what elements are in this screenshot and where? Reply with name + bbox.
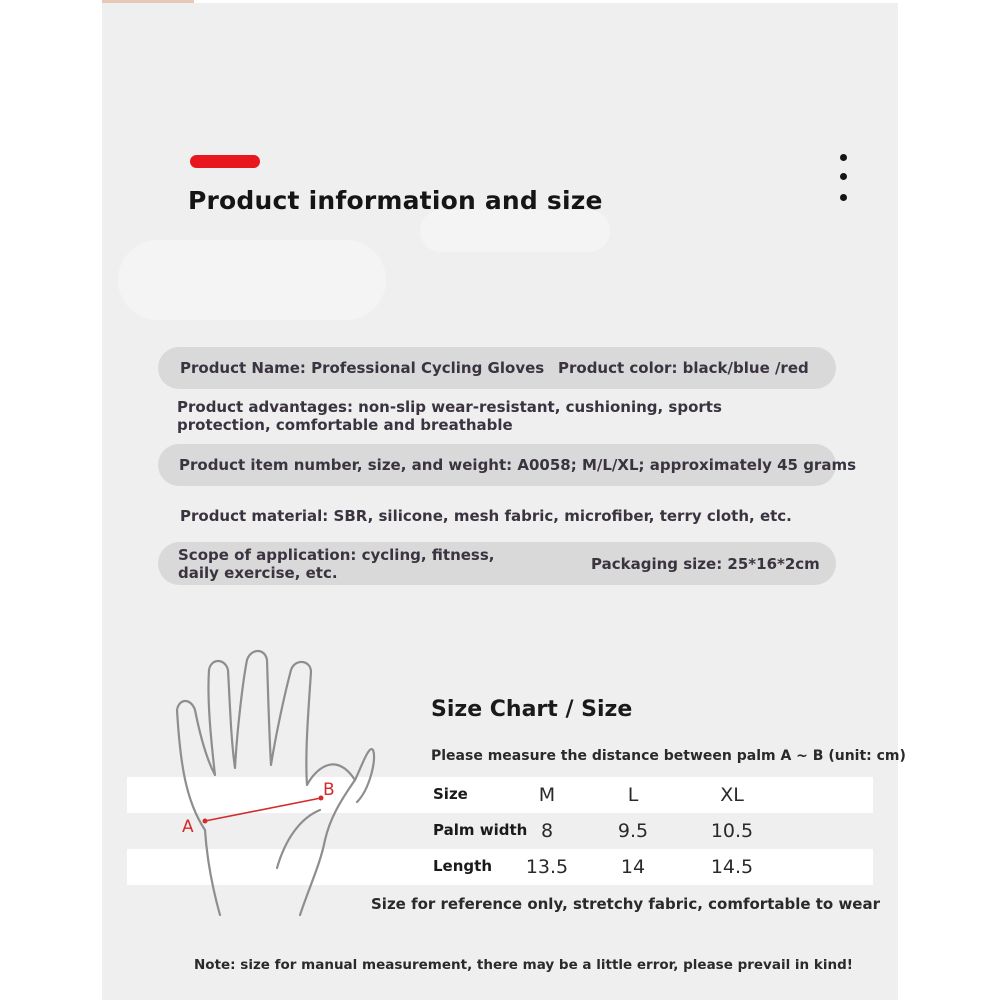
page-title: Product information and size xyxy=(188,186,603,215)
point-a-label: A xyxy=(182,817,194,837)
product-material: Product material: SBR, silicone, mesh fabric, microfiber, terry cloth, etc. xyxy=(180,507,792,525)
info-row-material xyxy=(158,495,836,537)
column-header-size: Size xyxy=(433,785,468,803)
info-row-name-color xyxy=(158,347,836,389)
menu-dot xyxy=(840,173,847,180)
column-header-l: L xyxy=(627,784,639,806)
info-row-scope-packaging xyxy=(158,542,836,585)
more-vertical-icon[interactable] xyxy=(836,152,852,206)
table-row xyxy=(127,849,873,885)
size-chart-title: Size Chart / Size xyxy=(431,697,633,722)
product-item-number: Product item number, size, and weight: A0058; M/L/XL; approximately 45 grams xyxy=(179,456,857,474)
column-header-xl: XL xyxy=(720,784,744,806)
info-row-item xyxy=(158,444,857,486)
measurement-disclaimer: Note: size for manual measurement, there may be a little error, please prevail in kind! xyxy=(194,957,853,973)
info-row-advantages xyxy=(158,396,836,438)
size-reference-note: Size for reference only, stretchy fabric, comfortable to wear xyxy=(371,895,881,913)
row-label-palm-width: Palm width xyxy=(433,821,528,839)
column-header-m: M xyxy=(538,784,556,806)
product-color: Product color: black/blue /red xyxy=(558,359,809,377)
table-row xyxy=(127,813,873,849)
product-name: Product Name: Professional Cycling Gloves xyxy=(180,359,545,377)
table-header-row xyxy=(127,777,873,813)
heading-accent-bar xyxy=(190,155,260,168)
table-cell: 13.5 xyxy=(525,856,569,878)
point-b-label: B xyxy=(323,780,335,800)
background-smudge xyxy=(118,240,386,320)
packaging-size: Packaging size: 25*16*2cm xyxy=(591,555,820,573)
menu-dot xyxy=(840,194,847,201)
product-scope: Scope of application: cycling, fitness, daily exercise, etc. xyxy=(178,546,495,582)
row-label-length: Length xyxy=(433,857,492,875)
table-cell: 9.5 xyxy=(617,820,649,842)
table-cell: 10.5 xyxy=(710,820,754,842)
measure-instruction: Please measure the distance between palm A ~ B (unit: cm) xyxy=(431,748,906,764)
product-advantages: Product advantages: non-slip wear-resistant, cushioning, sports protection, comfortable and breathable xyxy=(177,398,722,434)
table-cell: 8 xyxy=(540,820,554,842)
table-cell: 14.5 xyxy=(710,856,754,878)
menu-dot xyxy=(840,154,847,161)
table-cell: 14 xyxy=(620,856,646,878)
background-smudge xyxy=(420,210,610,252)
